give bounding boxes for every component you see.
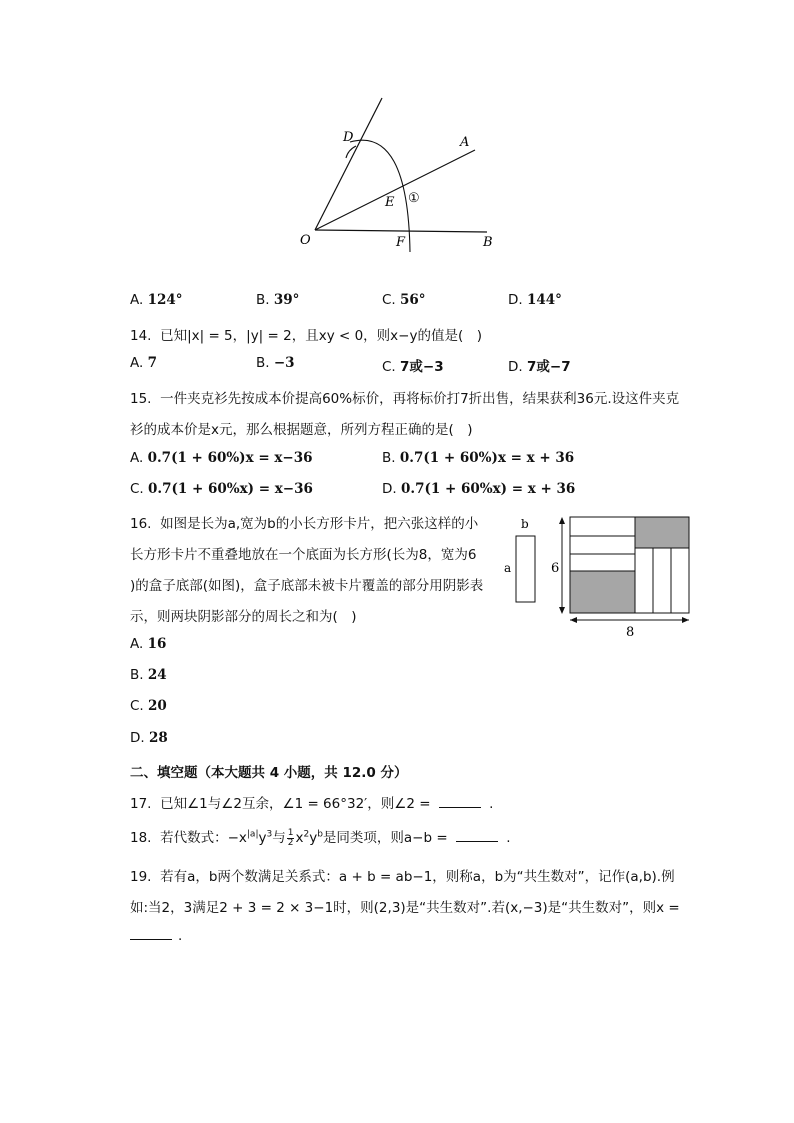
q16-option-c: C. 20 <box>130 698 167 714</box>
q15-option-d: D. 0.7(1 + 60%x) = x + 36 <box>382 481 576 497</box>
q16-stem-line1: 16. 如图是长为a,宽为b的小长方形卡片，把六张这样的小 <box>130 516 479 532</box>
dim-width-arrow-right <box>682 617 689 623</box>
q13-option-a: A. 124° <box>130 292 183 308</box>
q16-option-a: A. 16 <box>130 636 167 652</box>
angle-construction-figure <box>290 92 510 257</box>
q14-option-a: A. 7 <box>130 355 157 371</box>
label-F: F <box>396 235 406 250</box>
q16-stem-line2: 长方形卡片不重叠地放在一个底面为长方形(长为8，宽为6 <box>130 547 477 563</box>
label-circle-1: ① <box>408 191 420 206</box>
q13-option-c: C. 56° <box>382 292 426 308</box>
q19-stem-line2: 如:当2，3满足2 + 3 = 2 × 3−1时，则(2,3)是“共生数对”.若(x,−3)是“共生数对”，则x = <box>130 900 680 916</box>
fraction-one-half: $\frac{1}{2}$ <box>287 827 294 848</box>
q13-option-d: D. 144° <box>508 292 562 308</box>
q17-answer-blank[interactable] <box>439 795 481 808</box>
q15-option-a: A. 0.7(1 + 60%)x = x−36 <box>130 450 313 466</box>
label-D: D <box>343 130 354 145</box>
label-6: 6 <box>551 561 560 576</box>
q14-option-d: D. 7或−7 <box>508 359 571 375</box>
small-card <box>516 536 535 602</box>
ray-OB <box>315 230 487 232</box>
q13-option-b: B. 39° <box>256 292 300 308</box>
q14-stem: 14. 已知|x| = 5，|y| = 2，且xy < 0，则x−y的值是( ) <box>130 328 483 344</box>
section-heading: 二、填空题（本大题共 4 小题，共 12.0 分） <box>130 765 408 781</box>
shaded-region-top-right <box>635 517 689 548</box>
q18-answer-blank[interactable] <box>456 829 498 842</box>
q19-answer-line: . <box>130 927 182 944</box>
label-O: O <box>300 233 311 248</box>
label-b: b <box>521 517 529 531</box>
q15-stem-line2: 衫的成本价是x元，那么根据题意，所列方程正确的是( ) <box>130 422 473 438</box>
label-A: A <box>460 135 470 150</box>
dim-height-arrow-bottom <box>559 607 565 614</box>
ray-OA <box>315 150 475 230</box>
q19-stem-line1: 19. 若有a，b两个数满足关系式：a + b = ab−1，则称a，b为“共生数对”，记作(a,b).例 <box>130 869 675 885</box>
label-a: a <box>504 561 512 575</box>
q16-option-d: D. 28 <box>130 730 168 746</box>
q17-stem: 17. 已知∠1与∠2互余，∠1 = 66°32′，则∠2 = . <box>130 796 494 812</box>
q18-stem: 18. 若代数式：$-x^{|a|}y^3$与 $\frac{1}{2}$ $x^2y^b$是同类项，则a−b = . <box>130 827 511 848</box>
label-B: B <box>483 235 493 250</box>
q19-answer-blank[interactable] <box>130 927 172 940</box>
q16-stem-line4: 示，则两块阴影部分的周长之和为( ) <box>130 609 357 625</box>
q14-option-b: B. −3 <box>256 355 295 371</box>
q16-option-b: B. 24 <box>130 667 167 683</box>
q14-option-c: C. 7或−3 <box>382 359 444 375</box>
q15-stem-line1: 15. 一件夹克衫先按成本价提高60%标价，再将标价打7折出售，结果获利36元.设这件夹克 <box>130 391 680 407</box>
q15-option-b: B. 0.7(1 + 60%)x = x + 36 <box>382 450 575 466</box>
ray-OD <box>315 98 382 230</box>
dim-height-arrow-top <box>559 517 565 524</box>
q16-stem-line3: )的盒子底部(如图)，盒子底部未被卡片覆盖的部分用阴影表 <box>130 578 484 594</box>
label-E: E <box>385 195 395 210</box>
q15-option-c: C. 0.7(1 + 60%x) = x−36 <box>130 481 313 497</box>
dim-width-arrow-left <box>570 617 577 623</box>
shaded-region-bottom-left <box>570 571 635 613</box>
card-box-figure <box>498 514 698 642</box>
label-8: 8 <box>626 625 635 640</box>
